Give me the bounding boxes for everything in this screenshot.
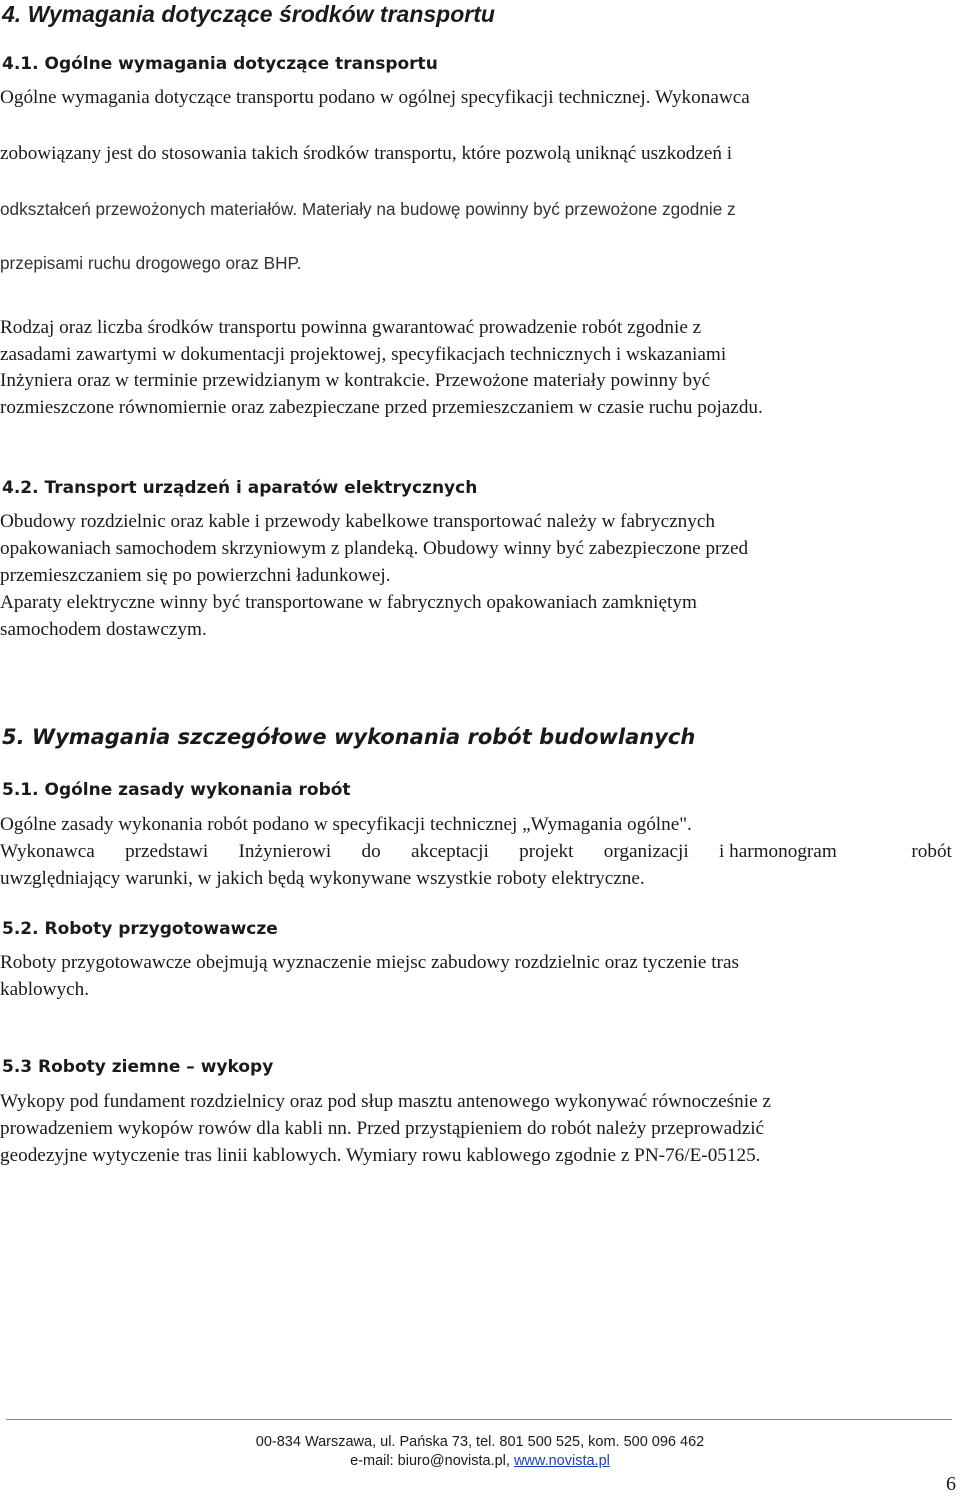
word-gap — [867, 840, 881, 864]
section-4-2-heading: 4.2. Transport urządzeń i aparatów elektrycznych — [2, 478, 478, 498]
paragraph-line: zobowiązany jest do stosowania takich środków transportu, które pozwolą uniknąć uszkodzeń i — [0, 143, 733, 164]
paragraph-sentence: odkształceń przewożonych materiałów. — [0, 199, 298, 219]
paragraph-line: Ogólne wymagania dotyczące transportu podano w ogólnej specyfikacji technicznej. Wykonawca — [0, 87, 750, 108]
paragraph-line: Ogólne zasady wykonania robót podano w specyfikacji technicznej „Wymagania ogólne". — [0, 814, 692, 835]
paragraph-line: geodezyjne wytyczenie tras linii kablowych. Wymiary rowu kablowego zgodnie z PN-76/E-05125. — [0, 1145, 761, 1166]
word: i harmonogram — [718, 841, 837, 862]
paragraph-line: Wykopy pod fundament rozdzielnicy oraz pod słup masztu antenowego wykonywać równocześnie z — [0, 1091, 771, 1112]
section-4-1-heading: 4.1. Ogólne wymagania dotyczące transportu — [2, 54, 438, 74]
paragraph-line: Aparaty elektryczne winny być transportowane w fabrycznych opakowaniach zamkniętym — [0, 592, 697, 613]
footer-website-link[interactable]: www.novista.pl — [513, 1453, 610, 1469]
paragraph-line: Rodzaj oraz liczba środków transportu powinna gwarantować prowadzenie robót zgodnie z — [0, 317, 702, 338]
paragraph-line: prowadzeniem wykopów rowów dla kabli nn. Przed przystąpieniem do robót należy przeprowadzić — [0, 1118, 765, 1139]
page-number: 6 — [946, 1473, 956, 1495]
section-4-heading: 4. Wymagania dotyczące środków transportu — [2, 1, 495, 27]
paragraph-line: samochodem dostawczym. — [0, 619, 207, 640]
word: organizacji — [603, 841, 689, 862]
word: Inżynierowi — [238, 841, 332, 862]
word: Wykonawca — [0, 841, 95, 862]
paragraph-line — [0, 197, 736, 221]
paragraph-line: przepisami ruchu drogowego oraz BHP. — [0, 253, 302, 273]
word: projekt — [519, 841, 574, 862]
paragraph-line: przemieszczaniem się po powierzchni ładunkowej. — [0, 565, 391, 586]
paragraph-line: opakowaniach samochodem skrzyniowym z plandeką. Obudowy winny być zabezpieczone przed — [0, 538, 749, 559]
paragraph-line: Roboty przygotowawcze obejmują wyznaczenie miejsc zabudowy rozdzielnic oraz tyczenie tras — [0, 952, 739, 973]
paragraph-sentence: Materiały na budowę powinny być przewożone zgodnie z — [301, 199, 736, 219]
section-5-heading: 5. Wymagania szczegółowe wykonania robót budowlanych — [2, 725, 696, 749]
word: akceptacji — [411, 841, 489, 862]
footer-divider — [6, 1419, 952, 1420]
paragraph-line: zasadami zawartymi w dokumentacji projektowej, specyfikacjach technicznych i wskazaniami — [0, 344, 727, 365]
footer-address: 00-834 Warszawa, ul. Pańska 73, tel. 801 500 525, kom. 500 096 462 — [255, 1434, 705, 1450]
paragraph-line-justified — [0, 840, 952, 864]
paragraph-line: rozmieszczone równomiernie oraz zabezpieczane przed przemieszczaniem w czasie ruchu pojazdu. — [0, 397, 763, 418]
word: przedstawi — [125, 841, 209, 862]
footer-contact — [0, 1452, 960, 1470]
paragraph-line: kablowych. — [0, 979, 89, 1000]
footer-email: e-mail: biuro@novista.pl, — [350, 1453, 514, 1469]
section-5-1-heading: 5.1. Ogólne zasady wykonania robót — [2, 780, 351, 800]
paragraph-line: uwzględniający warunki, w jakich będą wykonywane wszystkie roboty elektryczne. — [0, 868, 645, 889]
word: robót — [911, 841, 952, 862]
word: do — [361, 841, 381, 862]
paragraph-line: Obudowy rozdzielnic oraz kable i przewody kabelkowe transportować należy w fabrycznych — [0, 511, 715, 532]
section-5-2-heading: 5.2. Roboty przygotowawcze — [2, 919, 278, 939]
section-5-3-heading: 5.3 Roboty ziemne – wykopy — [2, 1057, 274, 1077]
paragraph-line: Inżyniera oraz w terminie przewidzianym w kontrakcie. Przewożone materiały powinny być — [0, 370, 711, 391]
